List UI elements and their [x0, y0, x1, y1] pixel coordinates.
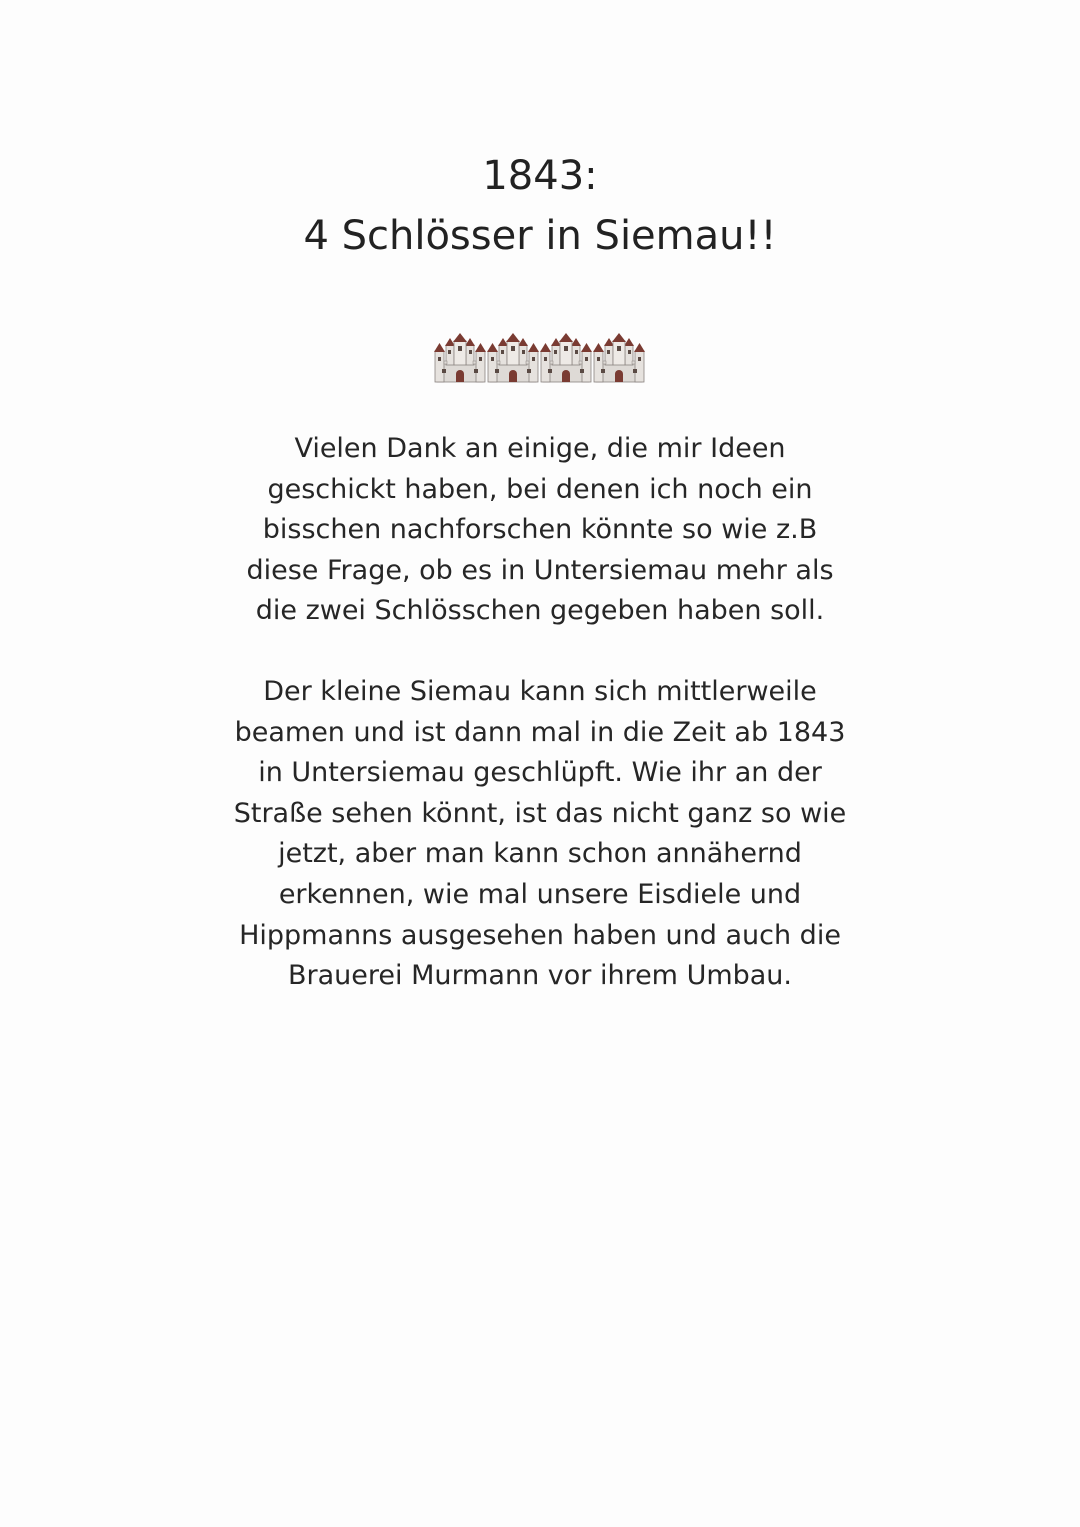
castle-icon: [593, 333, 645, 385]
paragraph-line: die zwei Schlösschen gegeben haben soll.: [255, 595, 825, 627]
paragraph-line: Hippmanns ausgesehen haben und auch die: [239, 919, 841, 951]
paragraph-line: beamen und ist dann mal in die Zeit ab 1843: [234, 716, 846, 748]
paragraph-line: Vielen Dank an einige, die mir Ideen: [294, 433, 786, 464]
paragraph-thanks: [140, 429, 940, 632]
castle-icon: [540, 333, 592, 385]
paragraph-line: Straße sehen könnt, ist das nicht ganz so wie: [233, 797, 847, 829]
paragraph-line: Der kleine Siemau kann sich mittlerweile: [263, 676, 817, 707]
paragraph-line: diese Frage, ob es in Untersiemau mehr als: [246, 554, 834, 586]
paragraph-story: [140, 672, 940, 997]
castle-emoji-row: [434, 333, 646, 385]
castle-icon: [434, 333, 486, 385]
paragraph-line: in Untersiemau geschlüpft. Wie ihr an der: [258, 757, 822, 789]
page-title: 4 Schlösser in Siemau!!: [303, 213, 777, 259]
paragraph-line: Brauerei Murmann vor ihrem Umbau.: [287, 960, 793, 992]
paragraph-line: jetzt, aber man kann schon annähernd: [278, 838, 802, 870]
castle-icon: [487, 333, 539, 385]
page-title-year: 1843:: [482, 153, 598, 199]
paragraph-line: bisschen nachforschen könnte so wie z.B: [262, 514, 818, 546]
paragraph-line: geschickt haben, bei denen ich noch ein: [267, 473, 813, 505]
paragraph-line: erkennen, wie mal unsere Eisdiele und: [278, 878, 802, 910]
